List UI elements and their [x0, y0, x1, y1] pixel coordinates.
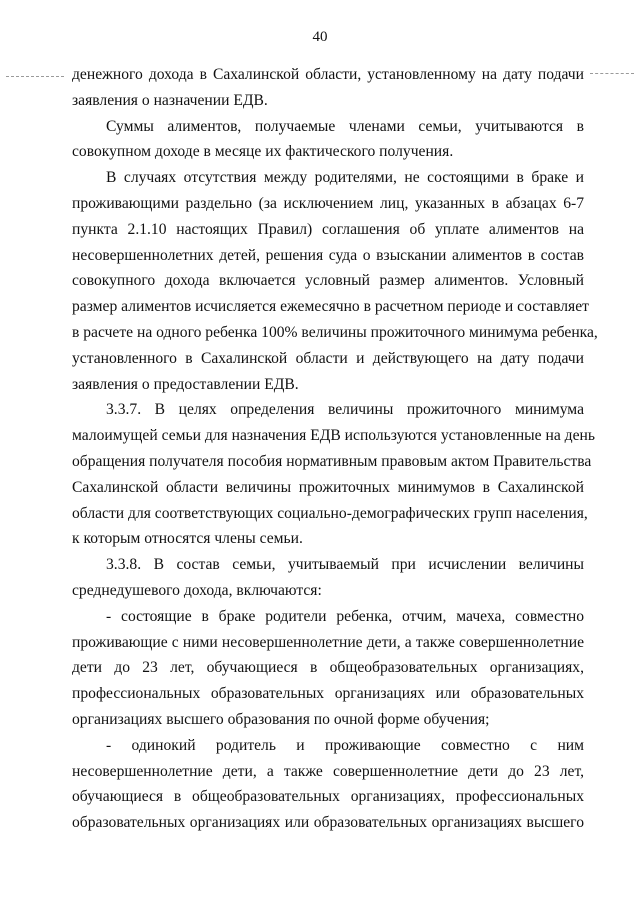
text-line: к которым относятся члены семьи.: [72, 530, 303, 548]
text-line: среднедушевого дохода, включаются:: [72, 581, 322, 599]
text-line: организациях высшего образования по очной форме обучения;: [72, 710, 490, 728]
document-body: [72, 62, 598, 836]
text-line: образовательных организациях или образовательных организациях высшего: [72, 814, 584, 832]
paragraph: [72, 165, 598, 397]
paragraph: [72, 114, 584, 166]
list-item: [72, 733, 584, 836]
scan-artifact-line-right: [590, 73, 634, 74]
text-line: - одинокий родитель и проживающие совместно с ним: [106, 736, 584, 754]
text-line: проживающие с ними несовершеннолетние дети, а также совершеннолетние: [72, 633, 584, 651]
text-line: обращения получателя пособия нормативным правовым актом Правительства: [72, 452, 592, 470]
text-line: дети до 23 лет, обучающиеся в общеобразовательных организациях,: [72, 659, 584, 677]
text-line: - состоящие в браке родители ребенка, отчим, мачеха, совместно: [106, 607, 584, 625]
text-line: пункта 2.1.10 настоящих Правил) соглашения об уплате алиментов на: [72, 220, 584, 238]
paragraph: [72, 62, 584, 114]
list-item: [72, 604, 584, 733]
text-line: Сахалинской области величины прожиточных минимумов в Сахалинской: [72, 478, 584, 496]
text-line: 3.3.8. В состав семьи, учитываемый при исчислении величины: [106, 556, 584, 574]
text-line: совокупного дохода включается условный размер алиментов. Условный: [72, 272, 584, 290]
text-line: установленного в Сахалинской области и действующего на дату подачи: [72, 349, 584, 367]
text-line: размер алиментов исчисляется ежемесячно в расчетном периоде и составляет: [72, 298, 589, 316]
page-number: 40: [312, 29, 328, 45]
text-line: 3.3.7. В целях определения величины прожиточного минимума: [106, 401, 584, 419]
text-line: Суммы алиментов, получаемые членами семьи, учитываются в: [106, 117, 584, 135]
text-line: области для соответствующих социально-демографических групп населения,: [72, 504, 588, 522]
text-line: проживающими раздельно (за исключением лиц, указанных в абзацах 6-7: [72, 194, 584, 212]
text-line: в расчете на одного ребенка 100% величины прожиточного минимума ребенка,: [72, 323, 598, 341]
text-line: денежного дохода в Сахалинской области, установленному на дату подачи: [72, 66, 584, 83]
paragraph: [72, 397, 595, 552]
text-line: профессиональных образовательных организациях или образовательных: [72, 685, 584, 703]
text-line: несовершеннолетних детей, решения суда о взыскании алиментов в состав: [72, 246, 584, 264]
scan-artifact-line-left: [6, 76, 64, 77]
paragraph: [72, 552, 584, 604]
text-line: несовершеннолетние дети, а также совершеннолетние дети до 23 лет,: [72, 762, 584, 780]
text-line: совокупном доходе в месяце их фактического получения.: [72, 143, 454, 161]
text-line: малоимущей семьи для назначения ЕДВ используются установленные на день: [72, 427, 595, 445]
text-line: заявления о предоставлении ЕДВ.: [72, 375, 299, 393]
text-line: В случаях отсутствия между родителями, не состоящими в браке и: [106, 169, 584, 187]
text-line: заявления о назначении ЕДВ.: [72, 91, 268, 109]
text-line: обучающиеся в общеобразовательных организациях, профессиональных: [72, 788, 584, 806]
